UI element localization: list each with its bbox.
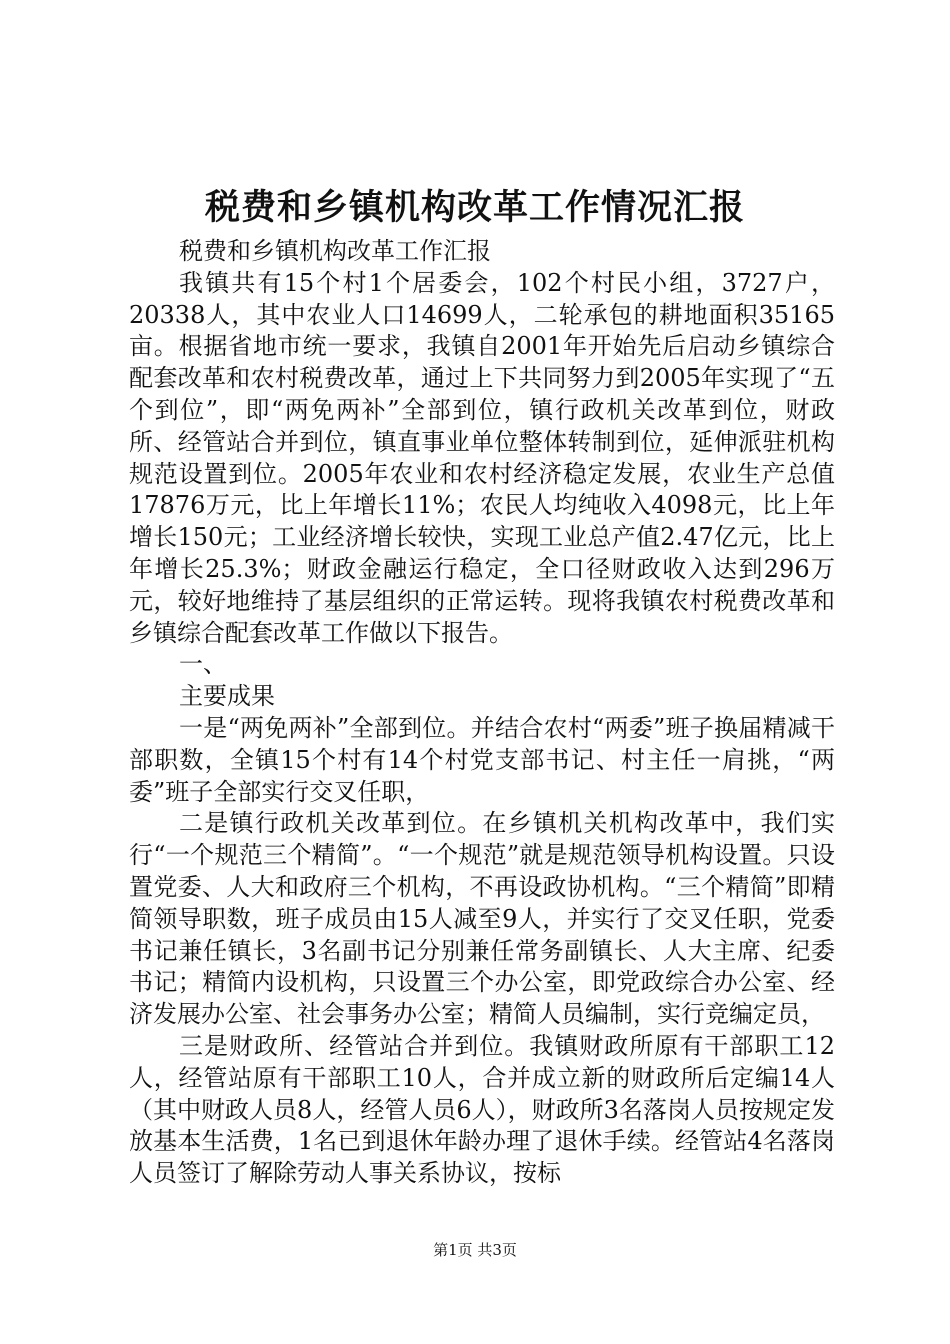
paragraph-item-3: 三是财政所、经管站合并到位。我镇财政所原有干部职工12人，经管站原有干部职工10人，合并成立新的财政所后定编14人（其中财政人员8人，经管人员6人），财政所3名落岗人员按规定发放基本生活费，1名已到退休年龄办理了退休手续。经管站4名落岗人员签订了解除劳动人事关系协议，按标 [129,1031,835,1188]
paragraph-item-1: 一是“两免两补”全部到位。并结合农村“两委”班子换届精减干部职数，全镇15个村有14个村党支部书记、村主任一肩挑，“两委”班子全部实行交叉任职， [129,713,835,806]
section-heading: 主要成果 [179,682,275,711]
document-subtitle: 税费和乡镇机构改革工作汇报 [179,237,491,265]
paragraph-intro: 我镇共有15个村1个居委会，102个村民小组，3727户，20338人，其中农业人口14699人，二轮承包的耕地面积35165亩。根据省地市统一要求，我镇自2001年开始先后启动乡镇综合配套改革和农村税费改革，通过上下共同努力到2005年实现了“五个到位”，即“两免两补”全部到位，镇行政机关改革到位，财政所、经管站合并到位，镇直事业单位整体转制到位，延伸派驻机构规范设置到位。2005年农业和农村经济稳定发展，农业生产总值17876万元，比上年增长11%；农民人均纯收入4098元，比上年增长150元；工业经济增长较快，实现工业总产值2.47亿元，比上年增长25.3%；财政金融运行稳定，全口径财政收入达到296万元，较好地维持了基层组织的正常运转。现将我镇农村税费改革和乡镇综合配套改革工作做以下报告。 [129,268,835,647]
section-number: 一、 [179,650,227,679]
page-indicator: 第1页 共3页 [433,1241,517,1259]
document-body [129,236,835,1190]
paragraph-item-2: 二是镇行政机关改革到位。在乡镇机关机构改革中，我们实行“一个规范三个精简”。“一个规范”就是规范领导机构设置。只设置党委、人大和政府三个机构，不再设政协机构。“三个精简”即精简领导职数，班子成员由15人减至9人，并实行了交叉任职，党委书记兼任镇长，3名副书记分别兼任常务副镇长、人大主席、纪委书记；精简内设机构，只设置三个办公室，即党政综合办公室、经济发展办公室、社会事务办公室；精简人员编制，实行竞编定员， [129,809,835,1029]
document-title: 税费和乡镇机构改革工作情况汇报 [204,187,745,228]
